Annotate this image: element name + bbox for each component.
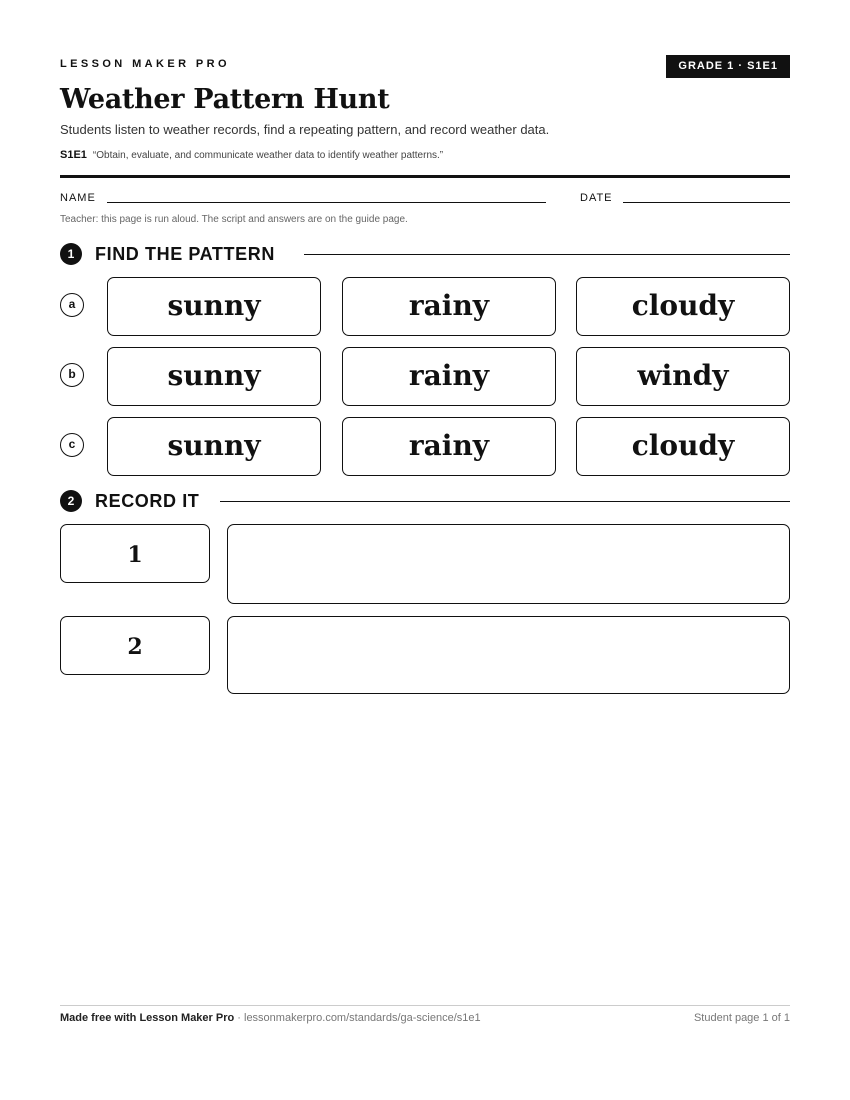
weather-card: rainy: [342, 417, 556, 476]
name-date-row: [60, 191, 790, 207]
row-letter-badge: b: [60, 363, 84, 387]
brand-name: LESSON MAKER PRO: [60, 58, 230, 70]
pattern-row-a: [60, 277, 790, 336]
page-title: Weather Pattern Hunt: [60, 84, 390, 115]
page-subtitle: Students listen to weather records, find a repeating pattern, and record weather data.: [60, 122, 550, 137]
section-title: RECORD IT: [95, 491, 200, 511]
section-number-badge: 1: [60, 243, 82, 265]
section-title: FIND THE PATTERN: [95, 244, 275, 264]
name-label: NAME: [60, 192, 96, 204]
section-find-the-pattern: [60, 242, 790, 266]
record-number-card: 1: [60, 524, 210, 583]
row-letter-badge: a: [60, 293, 84, 317]
pattern-row-b: [60, 347, 790, 406]
footer-page-number: Student page 1 of 1: [693, 1012, 790, 1024]
weather-card: rainy: [342, 347, 556, 406]
date-label: DATE: [580, 192, 613, 204]
header-divider: [60, 175, 790, 178]
section-rule: [304, 254, 790, 255]
record-answer-box[interactable]: [227, 616, 790, 694]
footer-credit: Made free with Lesson Maker Pro: [60, 1012, 235, 1024]
record-answer-box[interactable]: [227, 524, 790, 604]
section-record-it: [60, 489, 790, 513]
pattern-row-c: [60, 417, 790, 476]
standard-line: [60, 149, 443, 161]
date-field-line[interactable]: [623, 202, 790, 203]
standard-text: “Obtain, evaluate, and communicate weather data to identify weather patterns.”: [92, 150, 444, 161]
section-rule: [220, 501, 790, 502]
weather-card: sunny: [107, 347, 321, 406]
footer-divider: [60, 1005, 790, 1006]
footer-credit-line: [60, 1012, 481, 1024]
standard-code: S1E1: [60, 149, 87, 161]
section-number-badge: 2: [60, 490, 82, 512]
weather-card: windy: [576, 347, 790, 406]
row-letter-badge: c: [60, 433, 84, 457]
weather-card: sunny: [107, 417, 321, 476]
grade-badge: GRADE 1 · S1E1: [666, 55, 790, 78]
worksheet-page: [60, 0, 790, 1100]
footer-url[interactable]: lessonmakerpro.com/standards/ga-science/s1e1: [244, 1012, 481, 1024]
footer-separator: ·: [234, 1012, 244, 1024]
record-number-card: 2: [60, 616, 210, 675]
weather-card: rainy: [342, 277, 556, 336]
teacher-note: Teacher: this page is run aloud. The script and answers are on the guide page.: [60, 214, 408, 225]
weather-card: cloudy: [576, 417, 790, 476]
weather-card: sunny: [107, 277, 321, 336]
weather-card: cloudy: [576, 277, 790, 336]
name-field-line[interactable]: [107, 202, 546, 203]
